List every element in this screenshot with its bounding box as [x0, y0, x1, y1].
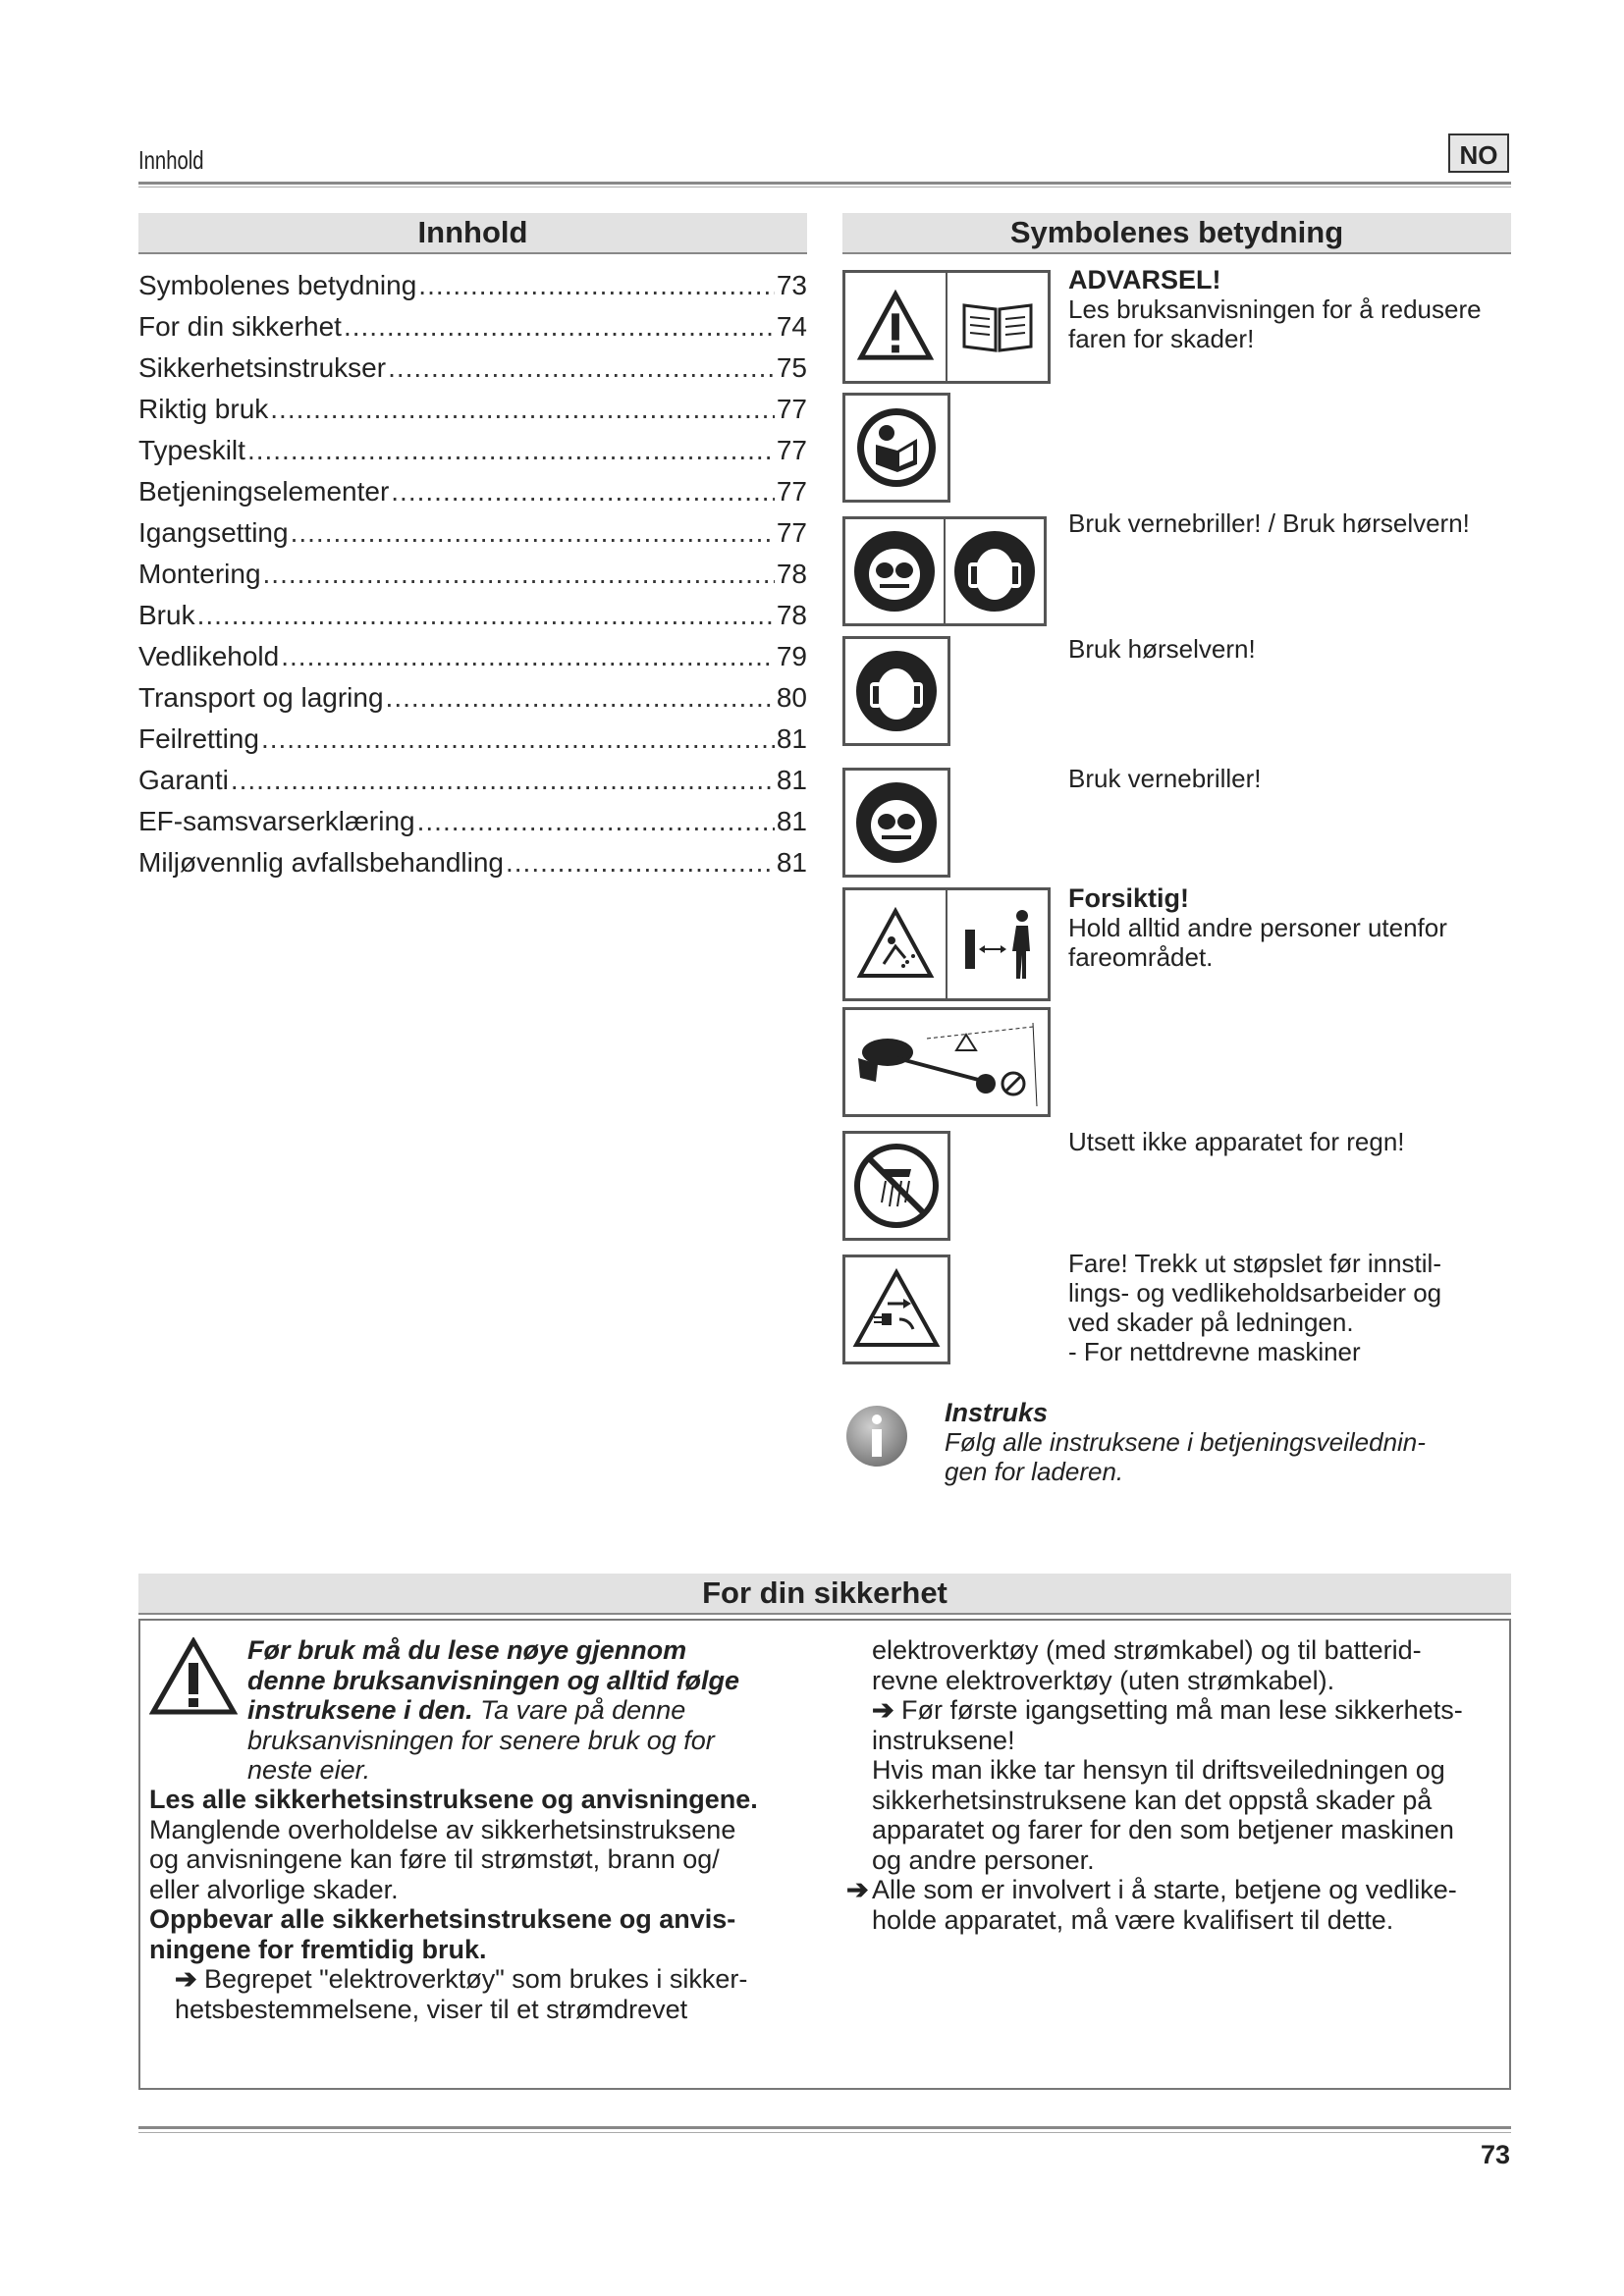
toc-entry-title: Sikkerhetsinstrukser [138, 352, 387, 383]
unplug-symbol [842, 1255, 950, 1364]
ear-protection-icon-2 [845, 639, 947, 743]
toc-entry-title: EF-samsvarserklæring [138, 806, 415, 836]
toc-entry-page: 75 [776, 352, 807, 383]
right-line8: og andre personer. [872, 1844, 1095, 1875]
eye-text: Bruk vernebriller! [1068, 764, 1262, 793]
running-header-title: Innhold [138, 145, 204, 175]
intro-italic-3b: Ta vare på denne [472, 1695, 686, 1725]
toc-leader-dots [281, 636, 775, 677]
arrow-icon-3: ➔ [846, 1875, 869, 1904]
instruks-title: Instruks [945, 1398, 1049, 1427]
safety-right-column [846, 1635, 1514, 1935]
eye-ear-protection-symbol [842, 516, 1047, 626]
arrow-icon-2: ➔ [872, 1695, 894, 1725]
intro-bold-1: Før bruk må du lese nøye gjennom [247, 1635, 687, 1665]
toc-entry-page: 77 [776, 517, 807, 548]
warning-manual-symbol [842, 270, 1051, 384]
toc-entry-title: Bruk [138, 600, 195, 630]
unplug-line1: Fare! Trekk ut støpslet før innstil- [1068, 1249, 1441, 1278]
toc-entry-page: 81 [776, 847, 807, 878]
goggles-icon-2 [845, 771, 947, 875]
ear-text: Bruk hørselvern! [1068, 634, 1256, 664]
read-manual-symbol [842, 393, 950, 503]
toc-leader-dots [247, 430, 775, 471]
toc-heading: Innhold [138, 213, 807, 254]
thrown-objects-warning-icon [845, 890, 947, 998]
toc-entry-page: 78 [776, 559, 807, 589]
right-line2: revne elektroverktøy (uten strømkabel). [872, 1665, 1335, 1695]
toc-leader-dots [388, 347, 775, 389]
right-line5: Hvis man ikke tar hensyn til driftsveiledningen og [872, 1755, 1445, 1785]
intro-bold-2: denne bruksanvisningen og alltid følge [247, 1665, 740, 1695]
toc-entry [138, 636, 807, 677]
toc-entry [138, 306, 807, 347]
begrepet-line1: Begrepet "elektroverktøy" som brukes i sikker- [204, 1964, 748, 1994]
toc-entry [138, 760, 807, 801]
toc-entry-page: 81 [776, 765, 807, 795]
toc-entry-page: 79 [776, 641, 807, 671]
instruks-text-block [945, 1398, 1510, 1486]
toc-entry-page: 78 [776, 600, 807, 630]
manual-book-icon [947, 273, 1048, 381]
forsiktig-line1: Hold alltid andre personer utenfor [1068, 913, 1447, 942]
header-rule [138, 182, 1511, 185]
intro-italic-5: neste eier. [247, 1755, 371, 1785]
right-line9: Alle som er involvert i å starte, betjene og vedlike- [872, 1875, 1457, 1904]
manglende-line1: Manglende overholdelse av sikkerhetsinstruksene [149, 1814, 736, 1844]
toc-entry-title: Betjeningselementer [138, 476, 390, 507]
toc-leader-dots [418, 265, 775, 306]
toc-entry-page: 73 [776, 270, 807, 300]
advarsel-text: Les bruksanvisningen for å redusere faren for skader! [1068, 294, 1482, 353]
instruks-line2: gen for laderen. [945, 1457, 1124, 1486]
eye-protection-symbol [842, 768, 950, 878]
toc-entry [138, 389, 807, 430]
intro-bold-3: instruksene i den. [247, 1695, 473, 1725]
advarsel-title: ADVARSEL! [1068, 265, 1221, 294]
toc-leader-dots [261, 719, 775, 760]
toc-entry [138, 677, 807, 719]
keep-distance-person-icon [947, 890, 1048, 998]
unplug-warning-icon [845, 1257, 947, 1362]
unplug-line2: lings- og vedlikeholdsarbeider og [1068, 1278, 1442, 1308]
oppbevar-line1: Oppbevar alle sikkerhetsinstruksene og anvis- [149, 1904, 736, 1934]
toc-leader-dots [197, 595, 775, 636]
toc-leader-dots [506, 842, 775, 883]
toc-entry-title: Miljøvennlig avfallsbehandling [138, 847, 504, 878]
instruks-line1: Følg alle instruksene i betjeningsveilednin- [945, 1427, 1426, 1457]
toc-entry [138, 512, 807, 554]
toc-entry-page: 77 [776, 476, 807, 507]
right-line6: sikkerhetsinstruksene kan det oppstå skader på [872, 1785, 1433, 1815]
toc-entry-page: 74 [776, 311, 807, 342]
toc-entry-title: Igangsetting [138, 517, 289, 548]
read-manual-icon [845, 396, 947, 500]
right-line10: holde apparatet, må være kvalifisert til dette. [872, 1904, 1394, 1935]
forsiktig-title: Forsiktig! [1068, 883, 1190, 913]
toc-entry [138, 719, 807, 760]
toc-entry-page: 77 [776, 394, 807, 424]
toc-entry-title: Symbolenes betydning [138, 270, 417, 300]
toc-entry [138, 801, 807, 842]
toc-entry [138, 842, 807, 883]
unplug-line3: ved skader på ledningen. [1068, 1308, 1354, 1337]
forsiktig-line2: fareområdet. [1068, 942, 1214, 972]
toc-leader-dots [417, 801, 775, 842]
toc-entry-title: Vedlikehold [138, 641, 280, 671]
advarsel-text-block [1068, 265, 1510, 353]
toc-entry-title: Typeskilt [138, 435, 245, 465]
right-line4: instruksene! [872, 1725, 1015, 1755]
toc-entry-title: Riktig bruk [138, 394, 269, 424]
les-alle-text: Les alle sikkerhetsinstruksene og anvisningene. [149, 1785, 758, 1814]
toc-entry-title: Garanti [138, 765, 229, 795]
page-number: 73 [1480, 2140, 1510, 2169]
toc-entry-title: For din sikkerhet [138, 311, 342, 342]
toc-list [138, 265, 807, 883]
goggles-icon [845, 519, 946, 623]
toc-entry [138, 265, 807, 306]
right-line3: Før første igangsetting må man lese sikkerhets- [901, 1695, 1463, 1725]
toc-entry-page: 80 [776, 682, 807, 713]
no-rain-symbol [842, 1131, 950, 1241]
right-line1: elektroverktøy (med strømkabel) og til batterid- [872, 1635, 1422, 1665]
warning-triangle-large-icon [149, 1637, 238, 1716]
footer-rule [138, 2126, 1511, 2129]
right-line7: apparatet og farer for den som betjener maskinen [872, 1815, 1454, 1844]
unplug-line4: - For nettdrevne maskiner [1068, 1337, 1361, 1366]
toc-entry [138, 471, 807, 512]
symbols-heading: Symbolenes betydning [842, 213, 1511, 254]
manglende-line2: og anvisningene kan føre til strømstøt, brann og/ [149, 1844, 720, 1874]
toc-leader-dots [391, 471, 775, 512]
toc-entry-page: 81 [776, 723, 807, 754]
unplug-text-block [1068, 1249, 1510, 1366]
forsiktig-text-block [1068, 883, 1510, 972]
toc-leader-dots [263, 554, 775, 595]
warning-triangle-icon [845, 273, 947, 381]
rain-text: Utsett ikke apparatet for regn! [1068, 1127, 1405, 1156]
toc-entry-page: 81 [776, 806, 807, 836]
toc-leader-dots [386, 677, 775, 719]
manglende-line3: eller alvorlige skader. [149, 1874, 399, 1904]
language-badge: NO [1448, 133, 1509, 173]
toc-entry [138, 554, 807, 595]
eye-ear-text: Bruk vernebriller! / Bruk hørselvern! [1068, 508, 1470, 538]
toc-leader-dots [231, 760, 775, 801]
safety-left-column [149, 1785, 837, 2024]
begrepet-line2: hetsbestemmelsene, viser til et strømdrevet [175, 1994, 688, 2024]
toc-leader-dots [291, 512, 775, 554]
bystander-distance-symbol [842, 887, 1051, 1001]
info-icon [842, 1402, 911, 1470]
safety-intro-italic [247, 1635, 817, 1786]
arrow-icon: ➔ [175, 1964, 197, 1994]
toc-entry [138, 595, 807, 636]
oppbevar-line2: ningene for fremtidig bruk. [149, 1934, 487, 1964]
trimmer-safety-symbol [842, 1007, 1051, 1117]
toc-entry-page: 77 [776, 435, 807, 465]
toc-leader-dots [344, 306, 775, 347]
toc-entry [138, 430, 807, 471]
no-rain-icon [845, 1134, 947, 1238]
safety-heading: For din sikkerhet [138, 1574, 1511, 1615]
intro-italic-4: bruksanvisningen for senere bruk og for [247, 1725, 715, 1755]
toc-entry [138, 347, 807, 389]
footer-rule-thin [138, 2132, 1511, 2133]
toc-leader-dots [270, 389, 775, 430]
toc-entry-title: Transport og lagring [138, 682, 384, 713]
ear-protection-symbol [842, 636, 950, 746]
toc-entry-title: Feilretting [138, 723, 259, 754]
trimmer-operator-icon [845, 1010, 1048, 1114]
toc-entry-title: Montering [138, 559, 261, 589]
ear-protection-icon [946, 519, 1044, 623]
